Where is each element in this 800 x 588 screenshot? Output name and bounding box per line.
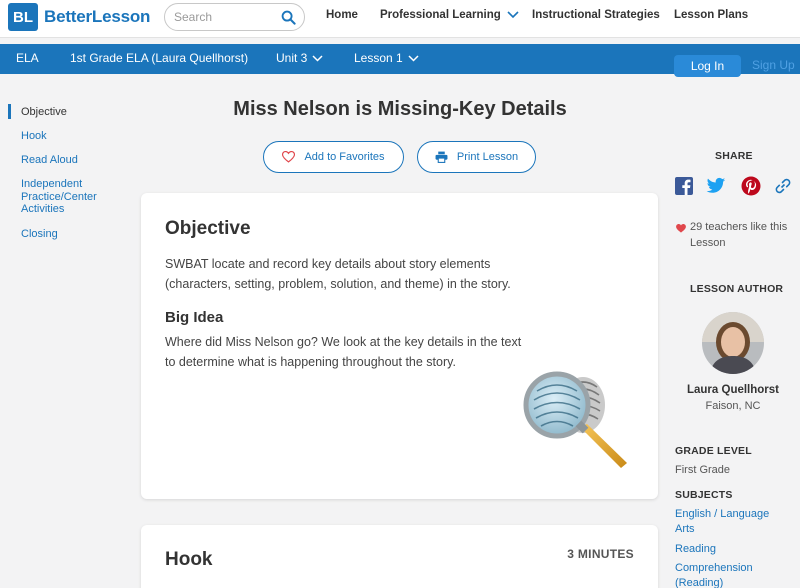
heart-outline-icon xyxy=(282,151,295,163)
section-link-independent-practice[interactable]: Independent Practice/Center Activities xyxy=(21,178,97,215)
magnifying-glass-fingerprint-image xyxy=(517,369,635,469)
section-link-hook[interactable]: Hook xyxy=(21,130,47,142)
author-avatar[interactable] xyxy=(702,312,764,374)
top-header xyxy=(0,0,800,38)
nav-instructional-strategies[interactable]: Instructional Strategies xyxy=(532,9,660,21)
breadcrumb-unit[interactable] xyxy=(276,51,323,65)
link-icon[interactable] xyxy=(773,176,793,196)
breadcrumb-lesson[interactable] xyxy=(354,51,419,65)
big-idea-text: Where did Miss Nelson go? We look at the key details in the text to determine what is happening throughout the story. xyxy=(165,335,522,369)
logo-mark: BL xyxy=(8,3,38,31)
signup-link[interactable]: Sign Up xyxy=(752,58,795,72)
objective-card xyxy=(141,193,658,499)
share-heading: SHARE xyxy=(715,150,753,162)
grade-level-heading: GRADE LEVEL xyxy=(675,445,752,457)
search-input[interactable] xyxy=(174,10,274,24)
search-icon[interactable] xyxy=(281,10,296,25)
hook-heading: Hook xyxy=(165,549,213,570)
hook-card xyxy=(141,525,658,588)
author-location: Faison, NC xyxy=(705,400,761,412)
objective-heading: Objective xyxy=(165,218,251,239)
section-link-objective[interactable]: Objective xyxy=(21,106,67,118)
heart-icon xyxy=(676,224,686,233)
search-box xyxy=(164,3,305,31)
author-photo xyxy=(702,312,764,374)
subjects-heading: SUBJECTS xyxy=(675,489,733,501)
breadcrumb-unit-label: Unit 3 xyxy=(276,51,308,65)
lesson-author-heading: LESSON AUTHOR xyxy=(690,283,784,295)
nav-professional-learning[interactable] xyxy=(380,0,519,30)
add-to-favorites-button[interactable] xyxy=(263,141,404,173)
chevron-down-icon xyxy=(408,55,419,62)
breadcrumb-course[interactable]: 1st Grade ELA (Laura Quellhorst) xyxy=(70,51,249,65)
print-lesson-label: Print Lesson xyxy=(456,151,519,163)
twitter-icon[interactable] xyxy=(706,176,726,196)
nav-home[interactable]: Home xyxy=(326,9,358,21)
nav-lesson-plans[interactable]: Lesson Plans xyxy=(674,9,749,21)
objective-text: SWBAT locate and record key details about story elements (characters, setting, problem, solution, and theme) in the story. xyxy=(165,257,511,291)
breadcrumb-subject[interactable]: ELA xyxy=(16,51,39,65)
chevron-down-icon xyxy=(312,55,323,62)
chevron-down-icon xyxy=(507,11,519,19)
print-lesson-button[interactable] xyxy=(417,141,536,173)
breadcrumb-lesson-label: Lesson 1 xyxy=(354,51,403,65)
big-idea-heading: Big Idea xyxy=(165,309,224,326)
subject-link-ela[interactable]: English / Language Arts xyxy=(675,508,770,535)
add-to-favorites-label: Add to Favorites xyxy=(304,151,385,163)
pinterest-icon[interactable] xyxy=(741,176,761,196)
betterlesson-logo[interactable] xyxy=(8,3,150,31)
lesson-title: Miss Nelson is Missing-Key Details xyxy=(233,98,567,120)
printer-icon xyxy=(435,151,448,163)
subject-link-comprehension[interactable]: Comprehension (Reading) xyxy=(675,562,753,588)
facebook-icon[interactable] xyxy=(674,176,694,196)
grade-level-value: First Grade xyxy=(675,464,731,476)
active-section-marker xyxy=(8,104,11,119)
logo-text: BetterLesson xyxy=(44,7,151,26)
nav-professional-learning-label: Professional Learning xyxy=(380,9,501,21)
hook-duration: 3 MINUTES xyxy=(567,547,634,561)
likes-count-text: 29 teachers like this Lesson xyxy=(690,221,788,249)
author-name[interactable]: Laura Quellhorst xyxy=(686,384,780,396)
login-button[interactable]: Log In xyxy=(674,55,741,77)
section-link-read-aloud[interactable]: Read Aloud xyxy=(21,154,78,166)
subject-link-reading[interactable]: Reading xyxy=(675,543,716,555)
section-link-closing[interactable]: Closing xyxy=(21,228,58,240)
